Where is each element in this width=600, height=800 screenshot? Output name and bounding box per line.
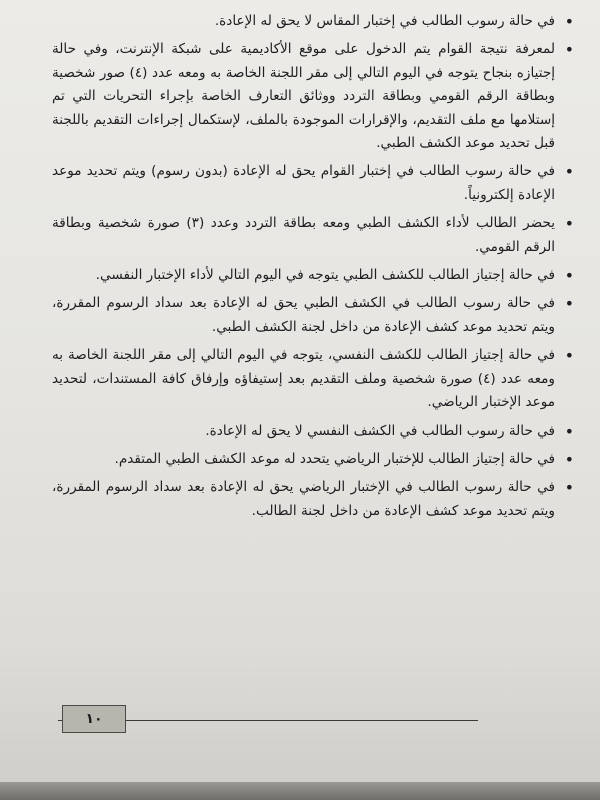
list-item bbox=[52, 420, 577, 443]
list-item-text: في حالة رسوب الطالب في الكشف النفسي لا يحق له الإعادة. bbox=[205, 422, 555, 439]
bullet-icon: • bbox=[564, 294, 574, 314]
list-item bbox=[52, 448, 577, 471]
bullet-icon: • bbox=[564, 478, 574, 498]
list-item bbox=[52, 344, 577, 414]
list-item bbox=[52, 292, 577, 339]
list-item-text: في حالة رسوب الطالب في الكشف الطبي يحق له الإعادة بعد سداد الرسوم المقررة، ويتم تحديد موعد كشف الإعادة من داخل لجنة الكشف الطبي. bbox=[52, 295, 555, 335]
bullet-icon: • bbox=[564, 266, 574, 286]
list-item-text: في حالة رسوب الطالب في الإختبار الرياضي يحق له الإعادة بعد سداد الرسوم المقررة، ويتم تحديد موعد كشف الإعادة من داخل لجنة الطالب. bbox=[52, 479, 555, 519]
page-edge-shadow bbox=[0, 782, 600, 800]
list-item bbox=[52, 10, 577, 33]
bullet-icon: • bbox=[564, 214, 574, 234]
bullet-list bbox=[52, 10, 577, 523]
bullet-icon: • bbox=[564, 346, 574, 366]
list-item bbox=[52, 264, 577, 287]
bullet-icon: • bbox=[564, 421, 574, 441]
list-item-text: في حالة رسوب الطالب في إختبار المقاس لا يحق له الإعادة. bbox=[214, 13, 555, 29]
list-item-text: في حالة إجتياز الطالب للإختبار الرياضي يتحدد له موعد الكشف الطبي المتقدم. bbox=[114, 450, 555, 467]
bullet-icon: • bbox=[564, 162, 574, 182]
list-item-text: يحضر الطالب لأداء الكشف الطبي ومعه بطاقة التردد وعدد (٣) صورة شخصية وبطاقة الرقم القومي. bbox=[52, 215, 555, 255]
body-text bbox=[52, 10, 577, 528]
list-item-text: في حالة إجتياز الطالب للكشف النفسي، يتوجه في اليوم التالي إلى مقر اللجنة الخاصة به ومعه عدد (٤) صورة شخصية وملف التقديم بعد إستيفاؤه وإرفاق كافة المستندات، لتحديد موعد الإختبار الرياضي. bbox=[52, 347, 555, 411]
list-item-text: في حالة رسوب الطالب في إختبار القوام يحق له الإعادة (بدون رسوم) ويتم تحديد موعد الإعادة إلكترونياً. bbox=[52, 163, 555, 203]
page-number: ١٠ bbox=[62, 705, 126, 733]
list-item bbox=[52, 212, 577, 259]
bullet-icon: • bbox=[564, 449, 574, 469]
list-item-text: لمعرفة نتيجة القوام يتم الدخول على موقع الأكاديمية على شبكة الإنترنت، وفي حالة إجتيازه بنجاح يتوجه في اليوم التالي إلى مقر اللجنة الخاصة به ومعه عدد (٤) صور شخصية وبطاقة الرقم القومي وبطاقة التردد ووثائق التعارف الخاصة بإجراء التحريات التي تم إستلامها مع ملف التقديم، والإقرارات الموجودة بالملف، لإستكمال إجراءات التقديم باللجنة قبل تحديد موعد الكشف الطبي. bbox=[52, 41, 555, 152]
list-item bbox=[52, 160, 577, 207]
list-item-text: في حالة إجتياز الطالب للكشف الطبي يتوجه في اليوم التالي لأداء الإختبار النفسي. bbox=[95, 267, 555, 284]
bullet-icon: • bbox=[564, 12, 574, 31]
bullet-icon: • bbox=[564, 40, 574, 60]
list-item bbox=[52, 476, 577, 523]
list-item bbox=[52, 38, 577, 155]
